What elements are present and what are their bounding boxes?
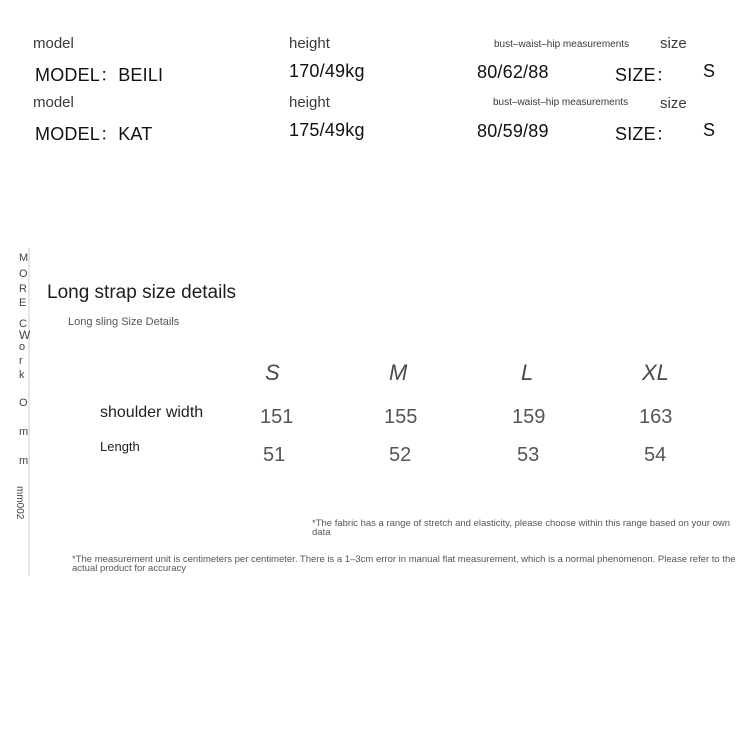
- model-name-1: MODEL：BEILI: [35, 65, 164, 85]
- size-label-2: size: [660, 95, 687, 112]
- model-label-1: model: [33, 35, 74, 52]
- model-name-2: MODEL：KAT: [35, 124, 153, 144]
- size-chart-title: Long strap size details: [47, 282, 237, 303]
- brand-char: E: [19, 297, 27, 309]
- row-label-shoulder-width: shoulder width: [100, 404, 204, 421]
- table-cell: 53: [517, 444, 540, 466]
- brand-char: r: [19, 355, 23, 367]
- size-header-s: S: [265, 360, 280, 385]
- side-divider: [28, 248, 30, 576]
- fabric-note: *The fabric has a range of stretch and elasticity, please choose within this range based on your own data: [312, 518, 731, 538]
- table-cell: 52: [389, 444, 412, 466]
- table-cell: 163: [639, 406, 673, 428]
- brand-char: k: [19, 369, 25, 381]
- size-key-1: SIZE：: [615, 65, 675, 85]
- size-label-1: size: [660, 35, 687, 52]
- height-label-1: height: [289, 35, 330, 52]
- size-header-xl: XL: [642, 360, 669, 385]
- table-cell: 151: [260, 406, 294, 428]
- brand-char: O: [19, 268, 28, 280]
- bwh-label-2: bust–waist–hip measurements: [493, 97, 629, 108]
- size-header-m: M: [389, 360, 408, 385]
- size-value-1: S: [703, 61, 716, 81]
- table-cell: 54: [644, 444, 667, 466]
- height-label-2: height: [289, 94, 330, 111]
- size-chart-subtitle: Long sling Size Details: [68, 316, 180, 328]
- brand-char: O: [19, 397, 28, 409]
- size-key-2: SIZE：: [615, 124, 675, 144]
- brand-char: W: [19, 328, 31, 342]
- measurement-note: *The measurement unit is centimeters per centimeter. There is a 1–3cm error in manual flat measurement, which is a normal phenomenon. Please refer to the actual product for accuracy: [72, 554, 736, 574]
- bwh-label-1: bust–waist–hip measurements: [494, 39, 630, 50]
- brand-char: R: [19, 283, 27, 295]
- brand-char: C: [19, 318, 27, 330]
- row-label-length: Length: [100, 439, 140, 454]
- model-label-2: model: [33, 94, 74, 111]
- size-value-2: S: [703, 120, 716, 140]
- table-cell: 51: [263, 444, 286, 466]
- product-code: mm002: [14, 486, 25, 520]
- height-weight-1: 170/49kg: [289, 61, 365, 81]
- height-weight-2: 175/49kg: [289, 120, 365, 140]
- brand-char: m: [19, 455, 29, 467]
- table-cell: 159: [512, 406, 546, 428]
- brand-char: o: [19, 341, 26, 353]
- measurements-2: 80/59/89: [477, 121, 549, 141]
- table-cell: 155: [384, 406, 418, 428]
- measurements-1: 80/62/88: [477, 62, 549, 82]
- size-header-l: L: [521, 360, 534, 385]
- brand-char: m: [19, 426, 29, 438]
- brand-char: M: [19, 252, 29, 264]
